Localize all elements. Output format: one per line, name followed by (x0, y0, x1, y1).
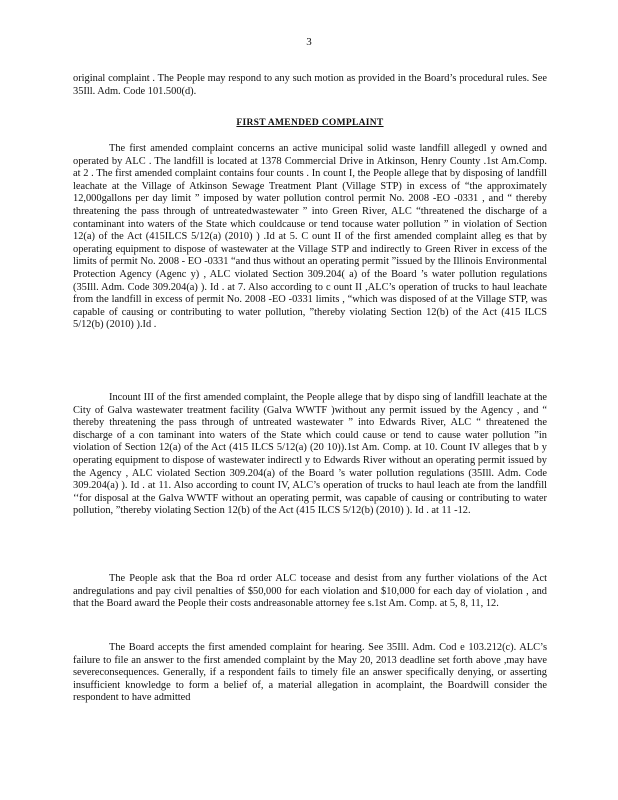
paragraph-text: The People ask that the Boa rd order ALC tocease and desist from any further violations of the Act andregulations and pay civil penalties of $50,000 for each violation and $10,000 for each day of violation , and that the Board award the People their costs andreasonable attorney fee s.1st Am. Comp. at 5, 8, 11, 12. (73, 573, 547, 610)
body-paragraph-3 (73, 573, 547, 611)
section-heading (73, 117, 547, 130)
paragraph-text: The first amended complaint concerns an active municipal solid waste landfill allegedl y owned and operated by ALC . The landfill is located at 1378 Commercial Drive in Atkinson, Henry County .1st Am.Comp. at 2 . The first amended complaint contains four counts . In count I, the People allege that by disposing of landfill leachate at the Village of Atkinson Sewage Treatment Plant (Village STP) in excess of “the approximately 12,000gallons per day limit ” imposed by water pollution control permit No. 2008 -EO -0331 , and “ thereby threatening the pass through of untreatedwastewater ” into Green River, ALC “threatened the discharge of a contaminant into waters of the State which couldcause or tend tocause water pollution ” in violation of Section 12(a) of the Act (415ILCS 5/12(a) (2010) ) .Id at 5. C ount II of the first amended complaint alleg es that by operating equipment to dispose of wastewater at the Village STP and indirectly to Green River in excess of the limits of permit No. 2008 - EO -0331 “and thus without an operating permit ”issued by the Illinois Environmental Protection Agency (Agenc y) , ALC violated Section 309.204( a) of the Board ’s water pollution regulations (35Ill. Adm. Code 309.204(a) ). Id . at 7. Also according to c ount II ,ALC’s operation of trucks to haul leachate from the landfill in excess of permit No. 2008 -EO -0331 limits , “which was disposed of at the Village STP, was capable of causing or contributing to water pollution, ”thereby violating Section 12(b) of the Act (415 ILCS 5/12(b) (2010) ).Id . (73, 143, 547, 331)
body-paragraph-1 (73, 143, 547, 332)
body-paragraph-4 (73, 642, 547, 705)
body-paragraph-2 (73, 392, 547, 518)
paragraph-text: The Board accepts the first amended complaint for hearing. See 35Ill. Adm. Cod e 103.212(c). ALC’s failure to file an answer to the first amended complaint by the May 20, 2013 deadline set forth above ,may have severeconsequences. Generally, if a respondent fails to timely file an answer specifically denying, or asserting insufficient knowledge to form a belief of, a material allegation in acomplaint, the Boardwill consider the respondent to have admitted (73, 642, 547, 704)
continuation-paragraph: original complaint . The People may respond to any such motion as provided in the Board’s procedural rules. See 35Ill. Adm. Code 101.500(d). (73, 73, 547, 97)
paragraph-text: Incount III of the first amended complaint, the People allege that by dispo sing of landfill leachate at the City of Galva wastewater treatment facility (Galva WWTF )without any permit issued by the Agency , and “ thereby threatening the pass through of untreated wastewater ” into Edwards River, ALC “ threatened the discharge of a con taminant into waters of the State which could cause or tend to cause water pollution ”in violation of Section 12(a) of the Act (415 ILCS 5/12(a) (20 10)).1st Am. Comp. at 10. Count IV alleges that b y operating equipment to dispose of wastewater indirectl y to Edwards River without an operating permit issued by the Agency , ALC violated Section 309.204(a) of the Board ’s water pollution regulations (35Ill. Adm. Code 309.204(a) ). Id . at 11. Also according to count IV, ALC’s operation of trucks to haul leach ate from the landfill ‘‘for disposal at the Galva WWTF without an operating permit, was capable of causing or contributing to water pollution, ”thereby violating Section 12(b) of the Act (415 ILCS 5/12(b) (2010) ). Id . at 11 -12. (73, 392, 547, 517)
continuation-text (73, 73, 547, 98)
page-number: 3 (306, 36, 312, 48)
section-heading-text: FIRST AMENDED COMPLAINT (236, 118, 384, 128)
